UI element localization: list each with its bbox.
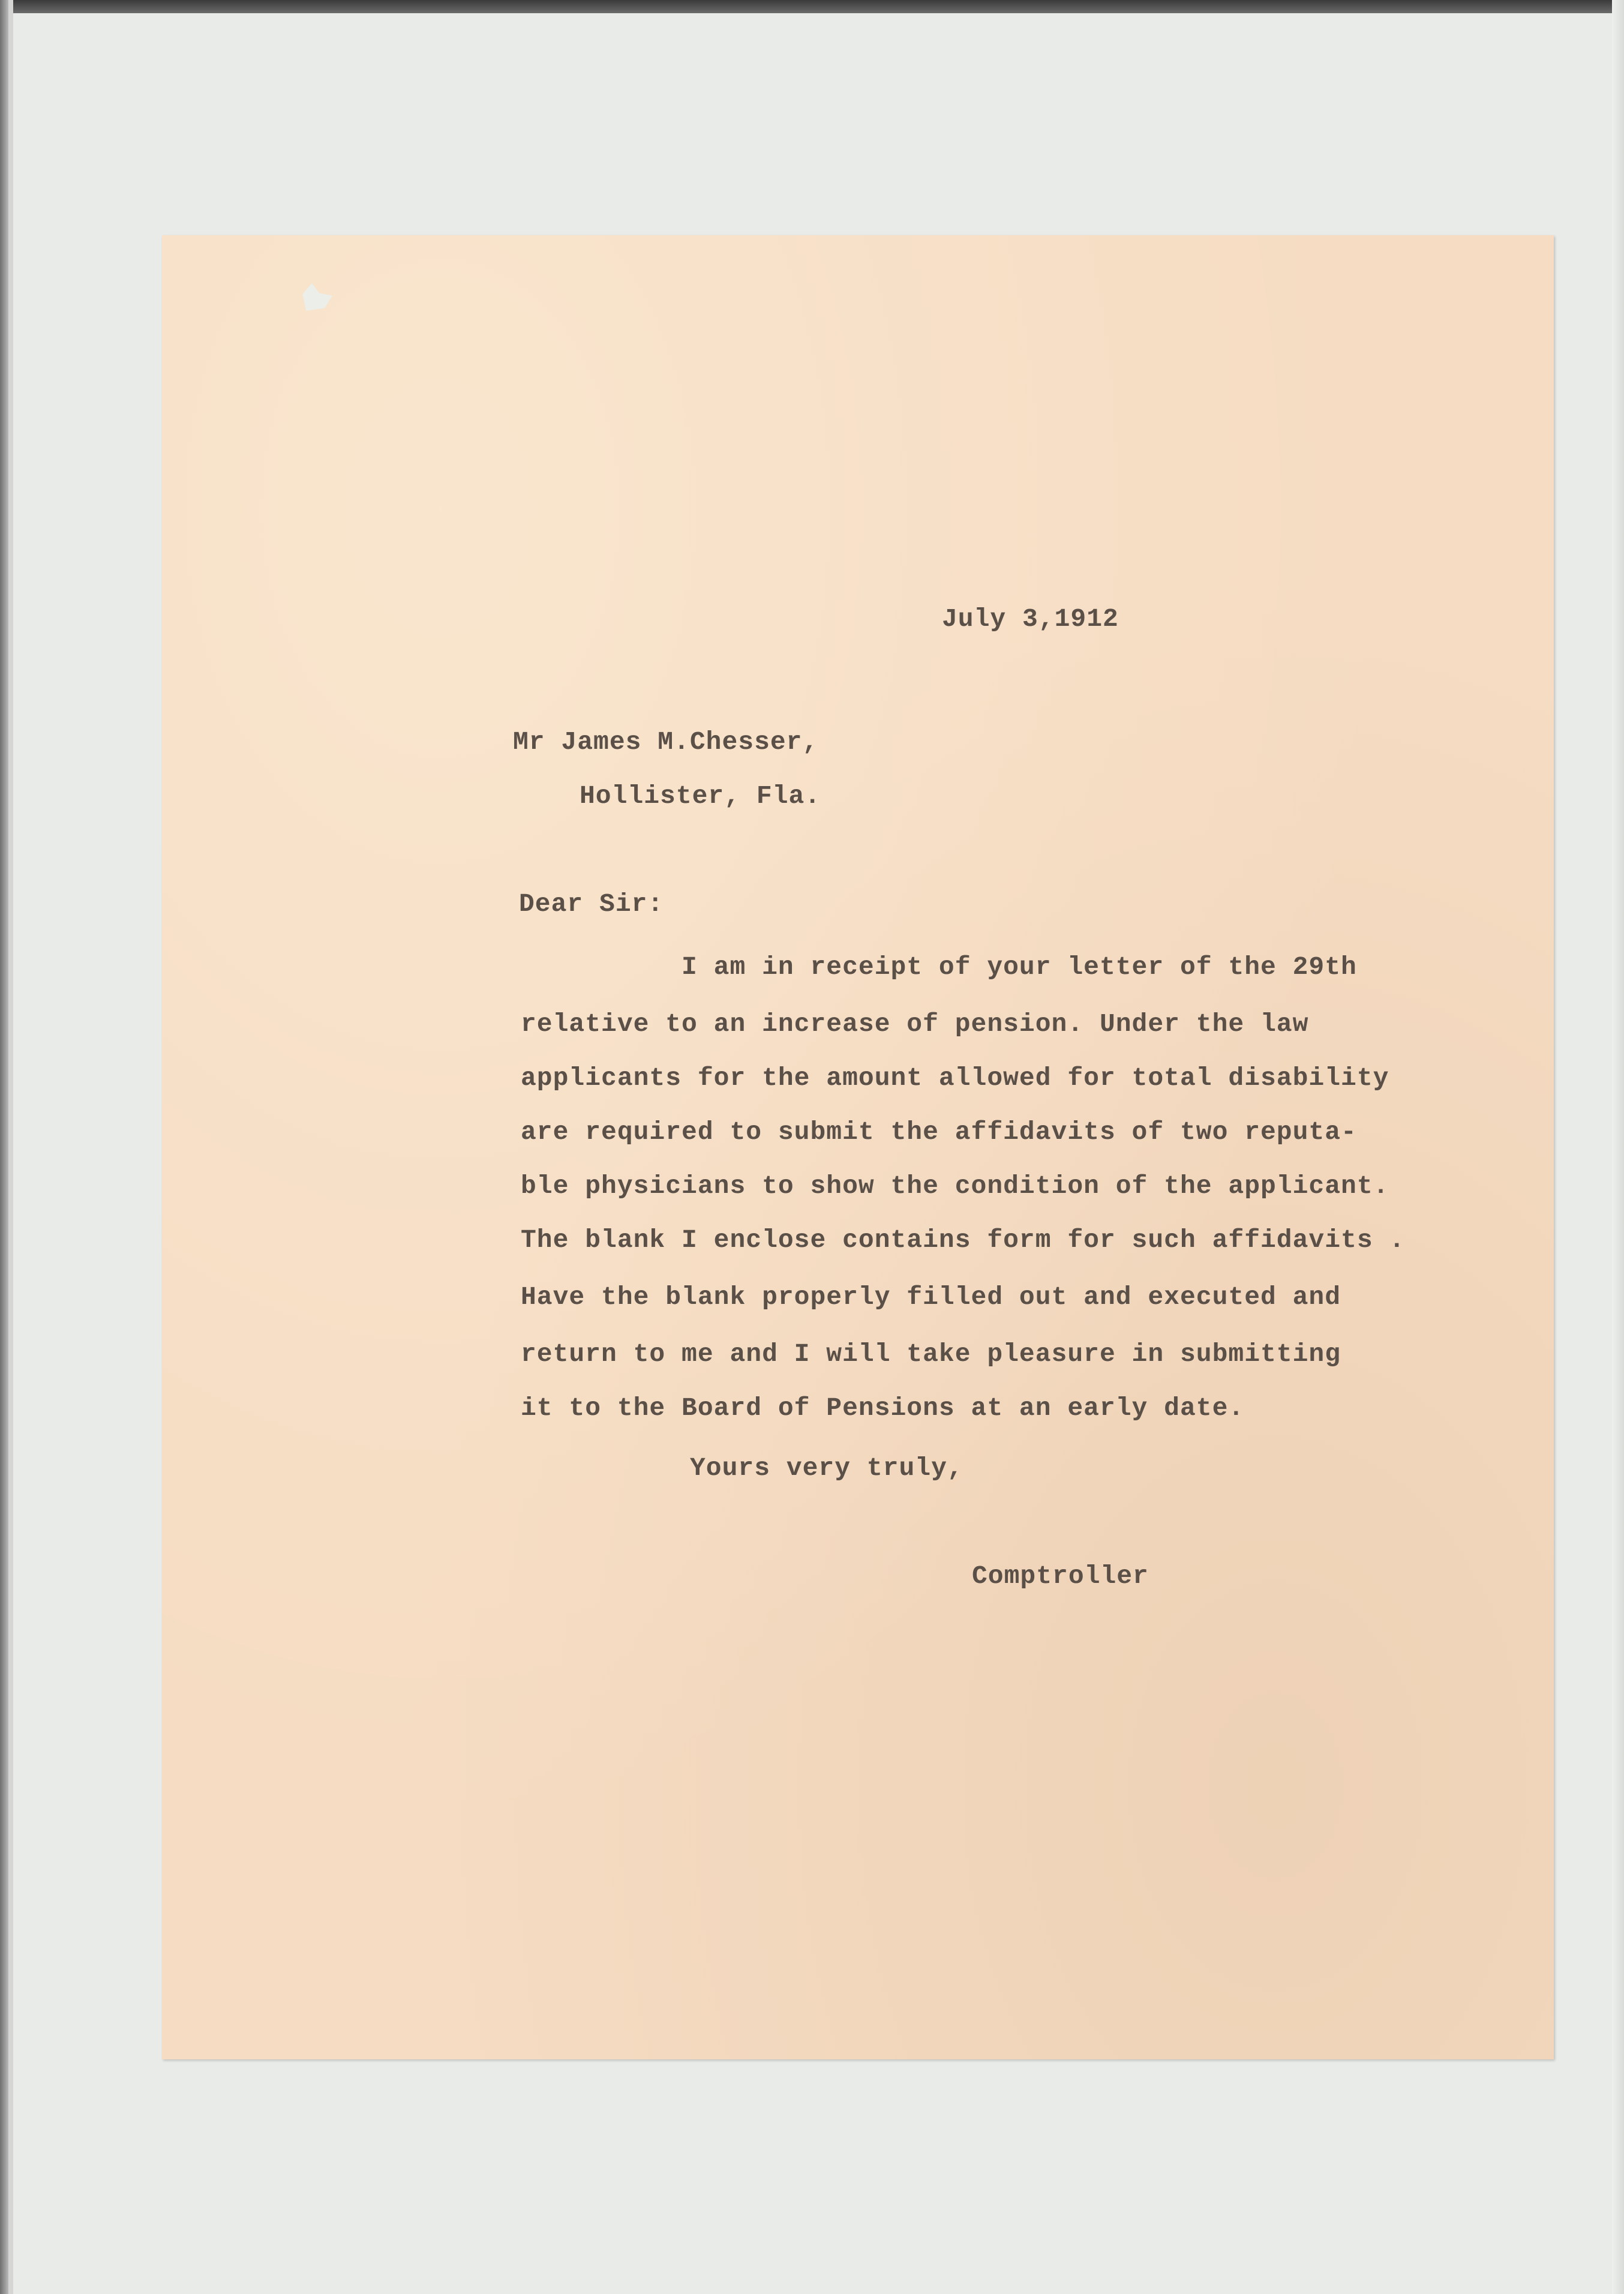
salutation: Dear Sir: xyxy=(519,889,664,919)
body-line: return to me and I will take pleasure in submitting xyxy=(521,1339,1341,1369)
scanner-left-strip xyxy=(8,0,13,2294)
recipient-name: Mr James M.Chesser, xyxy=(513,727,819,757)
body-line: ble physicians to show the condition of the applicant. xyxy=(521,1171,1389,1201)
body-line: are required to submit the affidavits of two reputa- xyxy=(521,1117,1357,1147)
signature-title: Comptroller xyxy=(972,1561,1149,1591)
body-line: Have the blank properly filled out and executed and xyxy=(521,1282,1341,1312)
letter-sheet xyxy=(162,235,1554,2059)
scanner-left-edge xyxy=(0,0,8,2294)
scanner-top-edge xyxy=(0,0,1624,13)
body-line: applicants for the amount allowed for total disability xyxy=(521,1063,1389,1093)
closing: Yours very truly, xyxy=(690,1453,963,1483)
recipient-address: Hollister, Fla. xyxy=(580,781,821,811)
body-line: it to the Board of Pensions at an early date. xyxy=(521,1393,1245,1423)
body-line: relative to an increase of pension. Under the law xyxy=(521,1009,1309,1039)
letter-date: July 3,1912 xyxy=(942,604,1119,634)
paper-tear xyxy=(299,283,336,311)
scanner-right-edge xyxy=(1612,0,1624,2294)
body-line: The blank I enclose contains form for such affidavits . xyxy=(521,1225,1406,1255)
body-line: I am in receipt of your letter of the 29th xyxy=(521,952,1357,982)
